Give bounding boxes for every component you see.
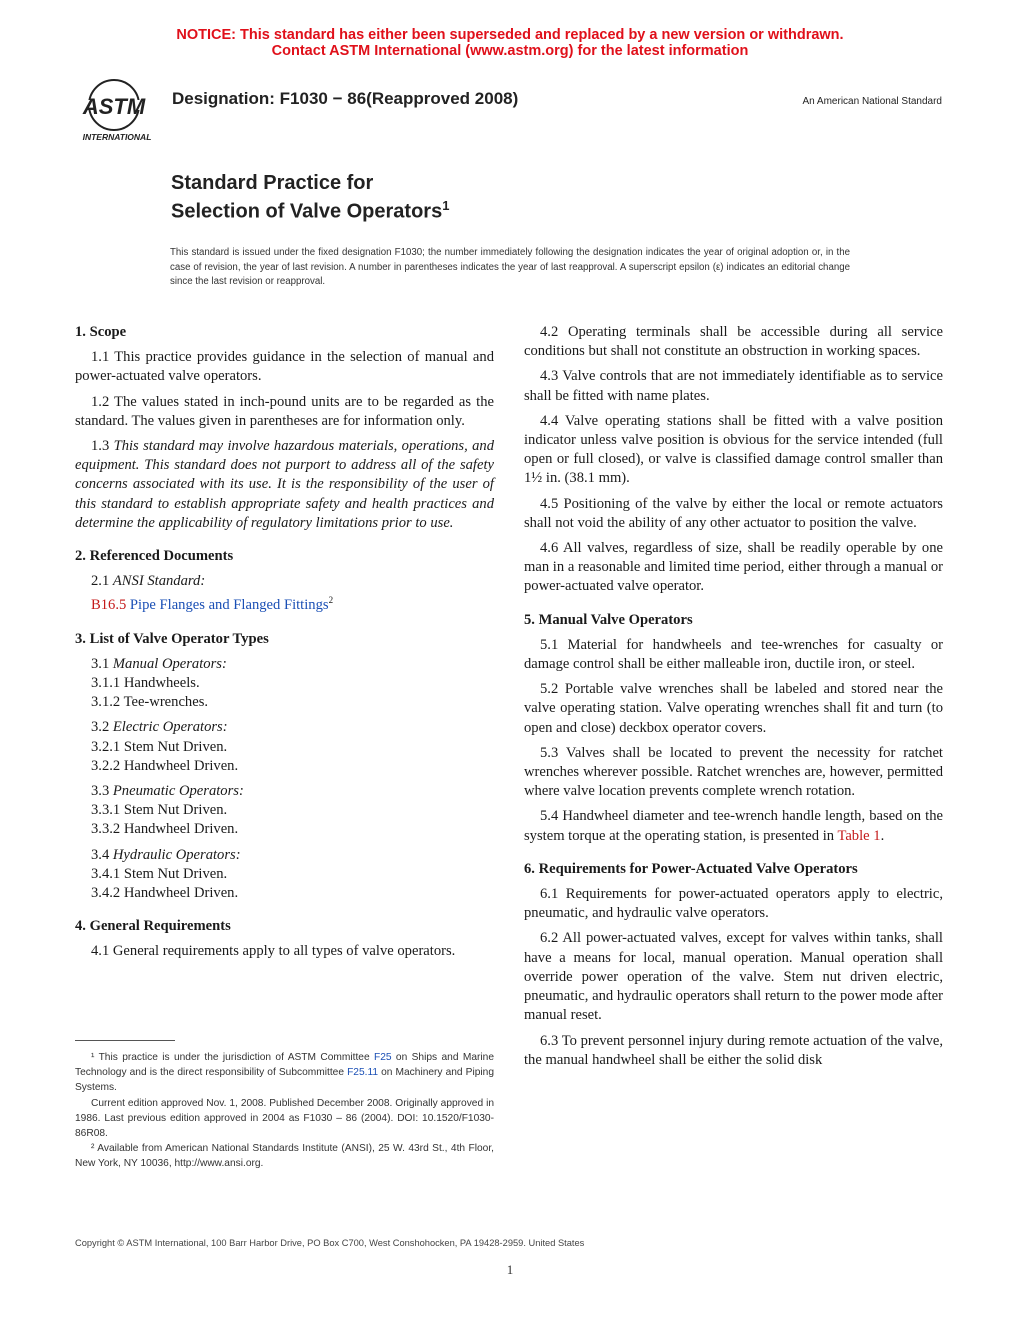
list-3-4-1: 3.4.1 Stem Nut Driven.	[91, 865, 228, 882]
footnote-1-text-a: ¹ This practice is under the jurisdiction of ASTM Committee	[91, 1052, 374, 1063]
title-line-1: Standard Practice for	[171, 172, 374, 194]
copyright: Copyright © ASTM International, 100 Barr Harbor Drive, PO Box C700, West Conshohocken, PA 19428-2959. United States	[75, 1238, 585, 1248]
para-1-3-text: This standard may involve hazardous materials, operations, and equipment. This standard does not purport to address all of the safety concerns associated with its use. It is the responsibility of the user of this standard to establish appropriate safety and health practices and determine the applicability of regulatory limitations prior to use.	[75, 438, 494, 531]
para-5-3: 5.3 Valves shall be located to prevent the necessity for ratchet wrenches wherever possible. Ratchet wrenches are, however, permitted where valve location prevents complete wrench rotation.	[524, 744, 943, 800]
ref-b16-5-title[interactable]: Pipe Flanges and Flanged Fittings	[126, 597, 329, 614]
section-1-heading: 1. Scope	[75, 324, 127, 340]
left-column	[75, 323, 494, 962]
logo-subtext: INTERNATIONAL	[82, 132, 152, 142]
list-3-1	[75, 655, 494, 674]
title-footnote-mark: 1	[442, 198, 450, 213]
list-3-2-1: 3.2.1 Stem Nut Driven.	[91, 738, 228, 755]
title-text: Selection of Valve Operators	[171, 200, 443, 223]
footnote-1-text-b: on Ships and Marine Technology and is the direct responsibility of Subcommittee	[75, 1052, 494, 1079]
para-1-1: 1.1 This practice provides guidance in the selection of manual and power-actuated valve operators.	[75, 349, 494, 385]
list-3-2-num: 3.2	[91, 719, 113, 736]
list-3-1-1: 3.1.1 Handwheels.	[91, 674, 200, 691]
para-6-2: 6.2 All power-actuated valves, except for valves within tanks, shall have a means for local, manual operation. Manual operation shall override power operation of the valve. Stem nut driven electric, pneumatic, and hydraulic operators shall return to the power mode after manual reset.	[524, 930, 943, 1024]
list-3-4-2: 3.4.2 Handwheel Driven.	[91, 884, 239, 901]
footnote-2: ² Available from American National Standards Institute (ANSI), 25 W. 43rd St., 4th Floor, New York, NY 10036, http://www.ansi.org.	[75, 1143, 494, 1170]
list-3-1-2: 3.1.2 Tee-wrenches.	[91, 694, 209, 711]
para-2-1-text: ANSI Standard:	[112, 573, 206, 590]
list-3-4-num: 3.4	[91, 846, 113, 863]
section-2-heading: 2. Referenced Documents	[75, 548, 234, 565]
footnote-1-link-f25-11[interactable]: F25.11	[347, 1067, 379, 1079]
section-3-heading: 3. List of Valve Operator Types	[75, 630, 269, 647]
footnote-1-text-c: on Machinery and Piping Systems.	[75, 1067, 494, 1094]
list-3-3-2: 3.3.2 Handwheel Driven.	[91, 821, 239, 838]
footnotes	[75, 1050, 494, 1172]
para-1-2: 1.2 The values stated in inch-pound units are to be regarded as the standard. The values given in parentheses are for information only.	[75, 393, 494, 429]
ref-b16-5-footnote: 2	[328, 595, 334, 606]
page-number: 1	[506, 1262, 514, 1277]
list-3-1-text: Manual Operators:	[112, 655, 227, 672]
list-3-2-text: Electric Operators:	[112, 719, 228, 736]
list-3-4	[75, 846, 494, 865]
section-4-heading: 4. General Requirements	[75, 918, 231, 935]
para-1-3-num: 1.3	[91, 438, 114, 455]
ans-label: An American National Standard	[802, 96, 942, 107]
list-3-2	[75, 718, 494, 737]
logo-text: ASTM	[82, 94, 146, 119]
para-1-3	[75, 437, 494, 533]
list-3-3	[75, 782, 494, 801]
list-3-3-num: 3.3	[91, 782, 113, 799]
para-5-4	[524, 807, 943, 845]
para-5-2: 5.2 Portable valve wrenches shall be labeled and stored near the valve operating station. Valve operating wrenches shall fit and turn (to open and close) deckbox operator covers.	[524, 681, 943, 736]
para-4-2: 4.2 Operating terminals shall be accessible during all service conditions but shall not constitute an obstruction in working spaces.	[524, 324, 943, 360]
list-3-1-num: 3.1	[91, 655, 113, 672]
notice-line-2: Contact ASTM International (www.astm.org) for the latest information	[271, 43, 749, 59]
list-3-3-1: 3.3.1 Stem Nut Driven.	[91, 802, 228, 819]
para-4-5: 4.5 Positioning of the valve by either the local or remote actuators shall not void the ability of any other actuator to position the valve.	[524, 495, 943, 531]
para-4-1: 4.1 General requirements apply to all types of valve operators.	[91, 943, 456, 960]
table-1-link[interactable]: Table 1	[837, 827, 881, 844]
list-3-2-2: 3.2.2 Handwheel Driven.	[91, 757, 239, 774]
list-3-4-text: Hydraulic Operators:	[112, 846, 241, 863]
para-4-6: 4.6 All valves, regardless of size, shall be readily operable by one man in a reasonable and limited time period, either through a manual or power-actuated valve operator.	[524, 540, 943, 595]
para-5-1: 5.1 Material for handwheels and tee-wrenches for casualty or damage control shall be either malleable iron, ductile iron, or steel.	[524, 636, 943, 673]
para-4-3: 4.3 Valve controls that are not immediately identifiable as to service shall be fitted with name plates.	[524, 368, 943, 404]
footnote-divider	[75, 1040, 175, 1041]
section-6-heading: 6. Requirements for Power-Actuated Valve Operators	[524, 860, 858, 877]
title-line-2	[171, 198, 449, 224]
issued-note: This standard is issued under the fixed designation F1030; the number immediately following the designation indicates the year of original adoption or, in the case of revision, the year of last revision. A number in parentheses indicates the year of last reapproval. A superscript epsilon (ε) indicates an editorial change since the last revision or reapproval.	[170, 247, 850, 287]
footnote-1	[75, 1050, 494, 1096]
footnote-1-edition: Current edition approved Nov. 1, 2008. Published December 2008. Originally approved in 1986. Last previous edition approved in 2004 as F1030 – 86 (2004). DOI: 10.1520/F1030-86R08.	[75, 1097, 494, 1140]
ref-b16-5	[75, 591, 494, 615]
section-5-heading: 5. Manual Valve Operators	[524, 611, 693, 628]
astm-logo-icon	[74, 76, 162, 144]
list-3-3-text: Pneumatic Operators:	[112, 782, 244, 799]
notice-line-1: NOTICE: This standard has either been superseded and replaced by a new version or withdrawn.	[176, 27, 844, 43]
right-column	[524, 323, 943, 1070]
para-5-4-text: 5.4 Handwheel diameter and tee-wrench handle length, based on the system torque at the operating station, is presented in	[524, 808, 943, 844]
para-6-3: 6.3 To prevent personnel injury during remote actuation of the valve, the manual handwheel shall be either the solid disk	[524, 1032, 943, 1068]
para-2-1	[75, 572, 494, 591]
para-5-4-end: .	[880, 827, 885, 844]
designation: Designation: F1030 − 86(Reapproved 2008)	[172, 89, 519, 108]
para-6-1: 6.1 Requirements for power-actuated operators apply to electric, pneumatic, and hydraulic valve operators.	[524, 886, 943, 922]
footnote-1-link-f25[interactable]: F25	[374, 1052, 392, 1063]
para-2-1-num: 2.1	[91, 573, 113, 590]
astm-logo	[74, 76, 162, 144]
ref-b16-5-link[interactable]: B16.5	[91, 597, 127, 614]
para-4-4: 4.4 Valve operating stations shall be fitted with a valve position indicator unless valve position is obvious for the service intended (full open or full closed), or valve is classified damage control smaller than 1½ in. (38.1 mm).	[524, 412, 943, 487]
